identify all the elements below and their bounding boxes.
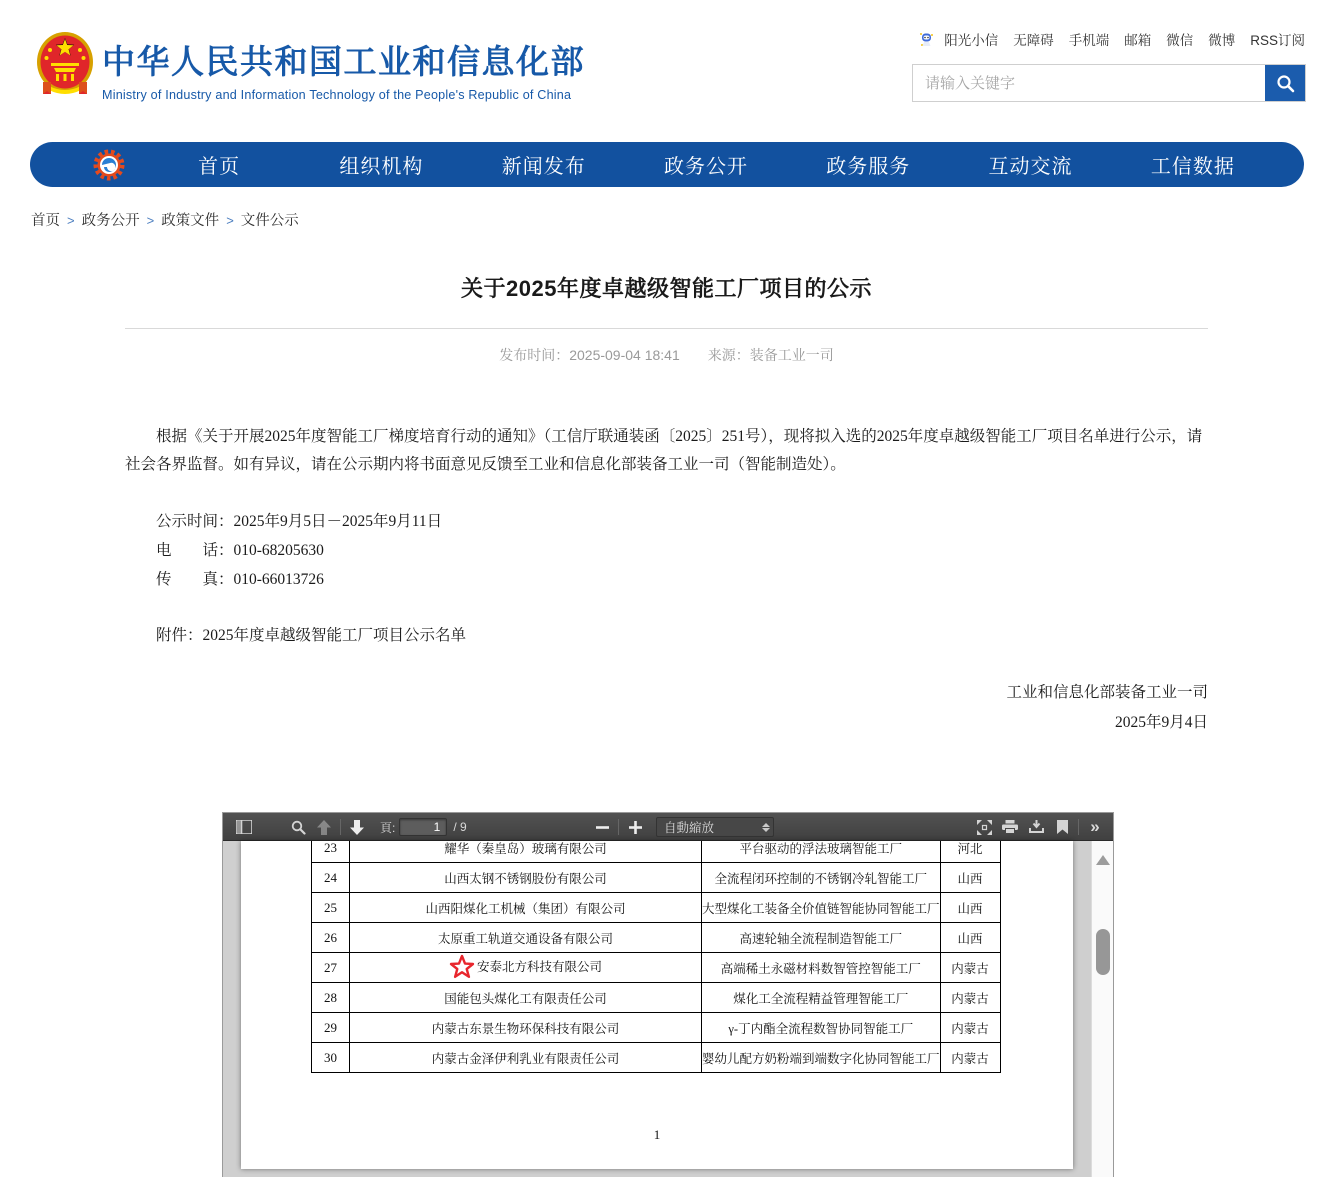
cell-project: γ-丁内酯全流程数智协同智能工厂 (702, 1013, 941, 1043)
cell-company: 内蒙古东景生物环保科技有限公司 (350, 1013, 702, 1043)
quick-link[interactable]: 无障碍 (1013, 33, 1054, 48)
site-title: 中华人民共和国工业和信息化部 (102, 43, 585, 80)
zoom-mode-select[interactable] (656, 817, 774, 837)
search-input[interactable] (913, 65, 1265, 101)
cell-company: 太原重工轨道交通设备有限公司 (350, 923, 702, 953)
table-body (312, 841, 1001, 1073)
zoom-out-icon[interactable] (589, 816, 615, 838)
cell-project: 婴幼儿配方奶粉端到端数字化协同智能工厂 (702, 1043, 941, 1073)
national-emblem-logo (35, 30, 95, 98)
quick-links-bar (918, 29, 1305, 49)
title-divider (125, 328, 1208, 329)
nav-item[interactable]: 组织机构 (339, 156, 424, 178)
cell-project: 高端稀土永磁材料数智管控智能工厂 (702, 953, 941, 983)
main-nav (30, 142, 1304, 187)
sidebar-toggle-icon[interactable] (231, 816, 257, 838)
cell-project: 煤化工全流程精益管理智能工厂 (702, 983, 941, 1013)
quick-link[interactable]: 微信 (1166, 33, 1194, 48)
site-subtitle: Ministry of Industry and Information Technology of the People's Republic of China (102, 88, 572, 102)
cell-number: 24 (312, 863, 350, 893)
nav-item[interactable]: 新闻发布 (501, 156, 586, 178)
breadcrumb-separator: > (67, 213, 75, 228)
breadcrumb-item[interactable]: 文件公示 (240, 213, 299, 229)
pdf-scrollbar (1091, 841, 1113, 1177)
table-row (312, 953, 1001, 983)
notice-period: 公示时间：2025年9月5日－2025年9月11日 (156, 513, 443, 530)
publish-time-label: 发布时间： (499, 347, 570, 363)
nav-item[interactable]: 工信数据 (1150, 156, 1235, 178)
table-row (312, 893, 1001, 923)
download-icon[interactable] (1023, 816, 1049, 838)
search-icon (1276, 74, 1295, 93)
site-header (0, 0, 1333, 135)
pdf-toolbar (223, 813, 1113, 841)
cell-number: 28 (312, 983, 350, 1013)
page-number-input[interactable] (399, 818, 447, 836)
table-row (312, 1013, 1001, 1043)
cell-company: 山西阳煤化工机械（集团）有限公司 (350, 893, 702, 923)
nav-item[interactable]: 政务服务 (826, 156, 911, 178)
miit-gear-icon (92, 148, 126, 182)
breadcrumb-separator: > (146, 213, 155, 228)
cell-province: 内蒙古 (940, 983, 1000, 1013)
table-row (312, 841, 1001, 863)
quick-link[interactable]: 邮箱 (1124, 33, 1152, 48)
quick-link[interactable]: 阳光小信 (944, 33, 999, 48)
smart-factory-table (311, 841, 1001, 1073)
scrollbar-thumb[interactable] (1096, 929, 1110, 975)
pdf-page (241, 841, 1073, 1169)
cell-province: 山西 (940, 923, 1000, 953)
publish-time: 2025-09-04 18:41 (569, 347, 680, 363)
sunshine-robot-icon (918, 31, 935, 48)
attachment-link[interactable]: 附件：2025年度卓越级智能工厂项目公示名单 (156, 627, 467, 644)
signature-date: 2025年9月4日 (1114, 714, 1208, 731)
nav-item[interactable]: 互动交流 (988, 156, 1073, 178)
article-meta (125, 345, 1208, 365)
select-arrows-icon (759, 823, 773, 832)
cell-project: 大型煤化工装备全价值链智能协同智能工厂 (702, 893, 941, 923)
search-button[interactable] (1265, 65, 1305, 101)
cell-number: 29 (312, 1013, 350, 1043)
quick-link[interactable]: 手机端 (1068, 33, 1110, 48)
zoom-in-icon[interactable] (622, 816, 648, 838)
pdf-viewer (222, 812, 1114, 1177)
cell-project: 全流程闭环控制的不锈钢冷轧智能工厂 (702, 863, 941, 893)
page-label: 頁: (380, 820, 396, 835)
signature-department: 工业和信息化部装备工业一司 (1006, 684, 1208, 701)
more-tools-icon[interactable]: » (1090, 817, 1100, 836)
source-label: 来源： (707, 347, 750, 363)
cell-province: 山西 (940, 863, 1000, 893)
breadcrumb (31, 209, 299, 230)
cell-number: 27 (312, 953, 350, 983)
cell-company: 安泰北方科技有限公司 (350, 953, 702, 983)
cell-number: 26 (312, 923, 350, 953)
cell-company: 耀华（秦皇岛）玻璃有限公司 (350, 841, 702, 863)
cell-province: 河北 (940, 841, 1000, 863)
breadcrumb-item[interactable]: 政务公开 (81, 213, 140, 229)
pdf-viewport (223, 841, 1113, 1177)
cell-project: 高速轮轴全流程制造智能工厂 (702, 923, 941, 953)
pdf-search-icon[interactable] (285, 816, 311, 838)
contact-phone: 电 话：010-68205630 (156, 542, 324, 559)
article-paragraph: 根据《关于开展2025年度智能工厂梯度培育行动的通知》（工信厅联通装函〔2025〕251号），现将拟入选的2025年度卓越级智能工厂项目名单进行公示，请社会各界监督。如有异议，请在公示期内将书面意见反馈至工业和信息化部装备工业一司（智能制造处）。 (125, 428, 1203, 473)
cell-project: 平台驱动的浮法玻璃智能工厂 (702, 841, 941, 863)
source: 装备工业一司 (749, 347, 834, 363)
quick-link[interactable]: RSS订阅 (1250, 33, 1305, 48)
breadcrumb-item[interactable]: 首页 (31, 213, 60, 229)
quick-link[interactable]: 微博 (1208, 33, 1236, 48)
cell-company: 国能包头煤化工有限责任公司 (350, 983, 702, 1013)
table-row (312, 1043, 1001, 1073)
cell-number: 23 (312, 841, 350, 863)
bookmark-icon[interactable] (1049, 816, 1075, 838)
cell-number: 30 (312, 1043, 350, 1073)
table-row (312, 863, 1001, 893)
red-star-icon (449, 960, 477, 974)
presentation-mode-icon[interactable] (971, 816, 997, 838)
breadcrumb-separator: > (226, 213, 234, 228)
nav-items (138, 150, 1274, 179)
cell-province: 内蒙古 (940, 953, 1000, 983)
cell-company: 山西太钢不锈钢股份有限公司 (350, 863, 702, 893)
cell-province: 内蒙古 (940, 1043, 1000, 1073)
breadcrumb-item[interactable]: 政策文件 (161, 213, 220, 229)
table-row (312, 923, 1001, 953)
scroll-up-arrow-icon[interactable] (1096, 855, 1110, 865)
cell-company: 内蒙古金泽伊利乳业有限责任公司 (350, 1043, 702, 1073)
page-up-icon[interactable] (311, 816, 337, 838)
nav-item[interactable]: 政务公开 (663, 156, 748, 178)
cell-province: 山西 (940, 893, 1000, 923)
pdf-page-number: 1 (653, 1127, 661, 1142)
nav-item[interactable]: 首页 (198, 156, 241, 178)
page-down-icon[interactable] (344, 816, 370, 838)
article (125, 272, 1208, 738)
print-icon[interactable] (997, 816, 1023, 838)
site-search (912, 64, 1306, 102)
contact-fax: 传 真：010-66013726 (156, 571, 324, 588)
table-row (312, 983, 1001, 1013)
cell-number: 25 (312, 893, 350, 923)
zoom-mode-value: 自動縮放 (664, 821, 715, 835)
page-title: 关于2025年度卓越级智能工厂项目的公示 (461, 276, 872, 301)
page-count: / 9 (453, 820, 467, 834)
cell-province: 内蒙古 (940, 1013, 1000, 1043)
